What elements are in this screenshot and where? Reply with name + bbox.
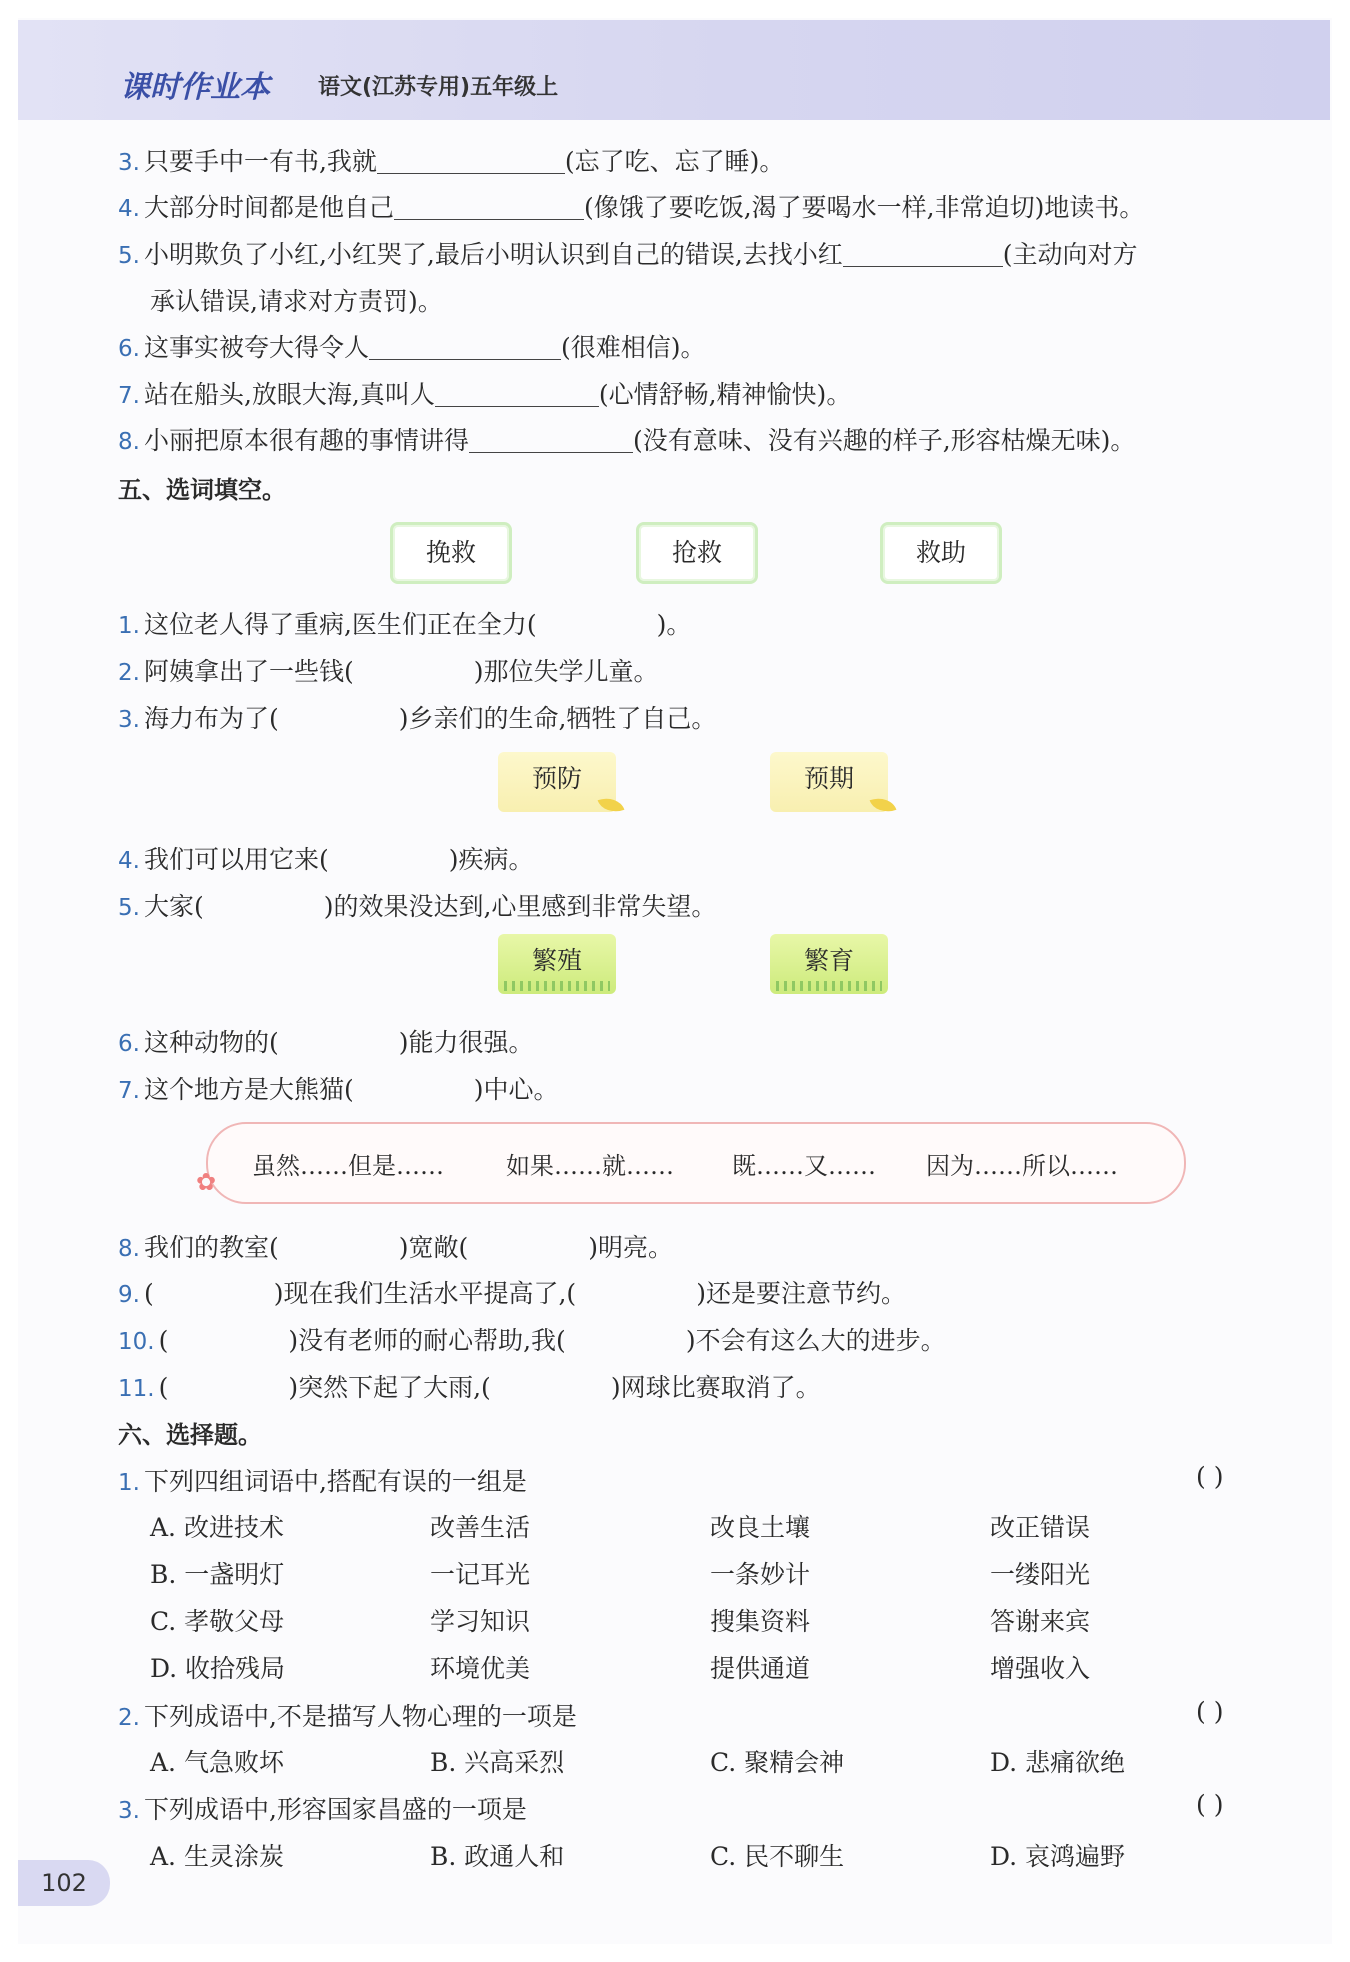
grass-icon [776, 981, 882, 991]
q1-option: 改良土壤 [710, 1513, 811, 1542]
s5-item-3: 3. 海力布为了( )乡亲们的生命,牺牲了自己。 [118, 704, 717, 733]
q1-option: 一缕阳光 [990, 1560, 1091, 1589]
q2-option-c: C. 聚精会神 [710, 1748, 845, 1777]
q3-option-a: A. 生灵涂炭 [150, 1842, 284, 1871]
q1-option: 一条妙计 [710, 1560, 811, 1589]
answer-bracket-q2[interactable]: ( ) [1196, 1697, 1224, 1726]
s5-item-10: 10. ( )没有老师的耐心帮助,我( )不会有这么大的进步。 [118, 1326, 946, 1355]
answer-blank[interactable] [394, 194, 584, 220]
word-box-1: 挽救 [390, 522, 512, 584]
answer-bracket-q1[interactable]: ( ) [1196, 1462, 1224, 1491]
s4-item-7: 7. 站在船头,放眼大海,真叫人 (心情舒畅,精神愉快)。 [118, 380, 852, 409]
s5-item-6: 6. 这种动物的( )能力很强。 [118, 1028, 534, 1057]
q1-option: 改善生活 [430, 1513, 531, 1542]
word-tag-3: 繁殖 [498, 934, 616, 994]
conjunction-4: 因为……所以…… [926, 1152, 1118, 1180]
q3-option-b: B. 政通人和 [430, 1842, 565, 1871]
word-box-2: 抢救 [636, 522, 758, 584]
s4-item-5-cont: 承认错误,请求对方责罚)。 [150, 287, 443, 316]
s4-item-5: 5. 小明欺负了小红,小红哭了,最后小明认识到自己的错误,去找小红 (主动向对方 [118, 240, 1138, 269]
word-box-3: 救助 [880, 522, 1002, 584]
q2-option-a: A. 气急败坏 [150, 1748, 284, 1777]
q1-option: 搜集资料 [710, 1607, 811, 1636]
q1-option: A. 改进技术 [150, 1513, 284, 1542]
page-number: 102 [18, 1860, 110, 1906]
word-tag-1: 预防 [498, 752, 616, 812]
q2-option-d: D. 悲痛欲绝 [990, 1748, 1126, 1777]
conjunction-1: 虽然……但是…… [252, 1152, 444, 1180]
s5-item-9: 9. ( )现在我们生活水平提高了,( )还是要注意节约。 [118, 1279, 906, 1308]
word-tag-2: 预期 [770, 752, 888, 812]
s5-item-5: 5. 大家( )的效果没达到,心里感到非常失望。 [118, 892, 717, 921]
subject-title: 语文(江苏专用)五年级上 [318, 75, 559, 100]
answer-blank[interactable] [469, 427, 633, 453]
conjunction-box [196, 1122, 1186, 1204]
section-5-title: 五、选词填空。 [118, 476, 286, 504]
paw-icon: ✿ [196, 1168, 217, 1196]
s5-item-8: 8. 我们的教室( )宽敞( )明亮。 [118, 1233, 673, 1262]
s4-item-4: 4. 大部分时间都是他自己 (像饿了要吃饭,渴了要喝水一样,非常迫切)地读书。 [118, 193, 1145, 222]
answer-bracket-q3[interactable]: ( ) [1196, 1790, 1224, 1819]
q3-option-c: C. 民不聊生 [710, 1842, 845, 1871]
word-tag-4: 繁育 [770, 934, 888, 994]
s6-q3: 3. 下列成语中,形容国家昌盛的一项是 [118, 1795, 527, 1824]
q1-option: 增强收入 [990, 1654, 1091, 1683]
q1-option: 环境优美 [430, 1654, 531, 1683]
s5-item-2: 2. 阿姨拿出了一些钱( )那位失学儿童。 [118, 657, 659, 686]
s6-q1: 1. 下列四组词语中,搭配有误的一组是 [118, 1467, 527, 1496]
q1-option: 提供通道 [710, 1654, 811, 1683]
q1-option: B. 一盏明灯 [150, 1560, 285, 1589]
answer-blank[interactable] [377, 148, 565, 174]
conjunction-2: 如果……就…… [506, 1152, 674, 1180]
s5-item-7: 7. 这个地方是大熊猫( )中心。 [118, 1075, 559, 1104]
conjunction-3: 既……又…… [732, 1152, 876, 1180]
grass-icon [504, 981, 610, 991]
q1-option: 学习知识 [430, 1607, 531, 1636]
s4-item-6: 6. 这事实被夸大得令人 (很难相信)。 [118, 333, 706, 362]
q1-option: D. 收拾残局 [150, 1654, 286, 1683]
s4-item-3: 3. 只要手中一有书,我就 (忘了吃、忘了睡)。 [118, 147, 785, 176]
brand-title: 课时作业本 [120, 70, 270, 105]
q1-option: 答谢来宾 [990, 1607, 1091, 1636]
s4-item-8: 8. 小丽把原本很有趣的事情讲得 (没有意味、没有兴趣的样子,形容枯燥无味)。 [118, 426, 1136, 455]
answer-blank[interactable] [369, 334, 561, 360]
q1-option: 改正错误 [990, 1513, 1091, 1542]
q3-option-d: D. 哀鸿遍野 [990, 1842, 1126, 1871]
s6-q2: 2. 下列成语中,不是描写人物心理的一项是 [118, 1702, 577, 1731]
answer-blank[interactable] [843, 241, 1003, 267]
s5-item-4: 4. 我们可以用它来( )疾病。 [118, 845, 534, 874]
q2-option-b: B. 兴高采烈 [430, 1748, 565, 1777]
q1-option: 一记耳光 [430, 1560, 531, 1589]
s5-item-1: 1. 这位老人得了重病,医生们正在全力( )。 [118, 610, 692, 639]
section-6-title: 六、选择题。 [118, 1421, 262, 1449]
s5-item-11: 11. ( )突然下起了大雨,( )网球比赛取消了。 [118, 1373, 821, 1402]
answer-blank[interactable] [435, 381, 599, 407]
q1-option: C. 孝敬父母 [150, 1607, 285, 1636]
